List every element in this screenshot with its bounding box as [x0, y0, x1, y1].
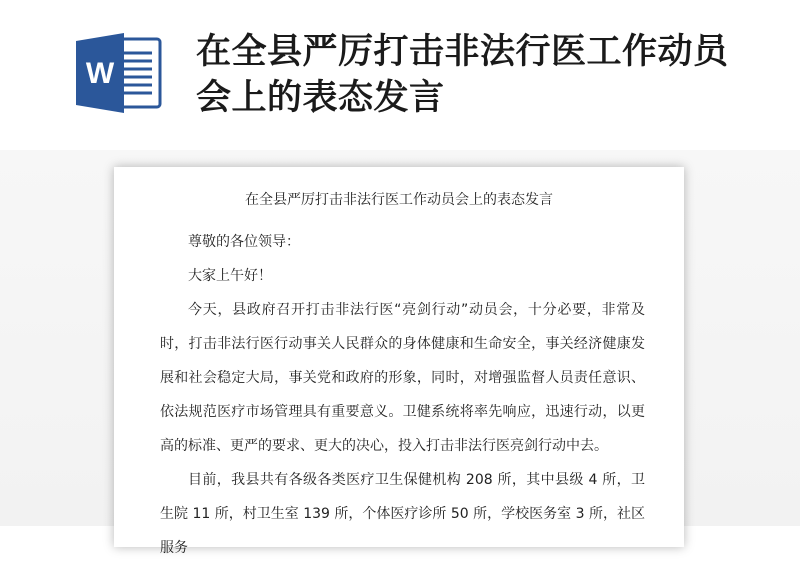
document-page — [114, 167, 684, 556]
document-body — [160, 225, 645, 565]
header-banner — [0, 0, 800, 150]
paragraph: 今天，县政府召开打击非法行医“亮剑行动”动员会，十分必要，非常及时，打击非法行医行动事关人民群众的身体健康和生命安全，事关经济健康发展和社会稳定大局，事关党和政府的形象，同时，对增强监督人员责任意识、依法规范医疗市场管理具有重要意义。卫健系统将率先响应，迅速行动，以更高的标准、更严的要求、更大的决心，投入打击非法行医亮剑行动中去。 — [160, 302, 645, 454]
greeting: 大家上午好！ — [188, 268, 272, 284]
salutation: 尊敬的各位领导： — [188, 234, 300, 250]
paragraph: 目前，我县共有各级各类医疗卫生保健机构 208 所，其中县级 4 所，卫生院 11 所，村卫生室 139 所，个体医疗诊所 50 所，学校医务室 3 所，社区服务 — [160, 472, 645, 556]
svg-text:W: W — [85, 57, 115, 90]
word-doc-icon — [76, 33, 164, 113]
page-heading: 在全县严厉打击非法行医工作动员会上的表态发言 — [245, 192, 553, 208]
document-title: 在全县严厉打击非法行医工作动员会上的表态发言 — [196, 32, 729, 118]
